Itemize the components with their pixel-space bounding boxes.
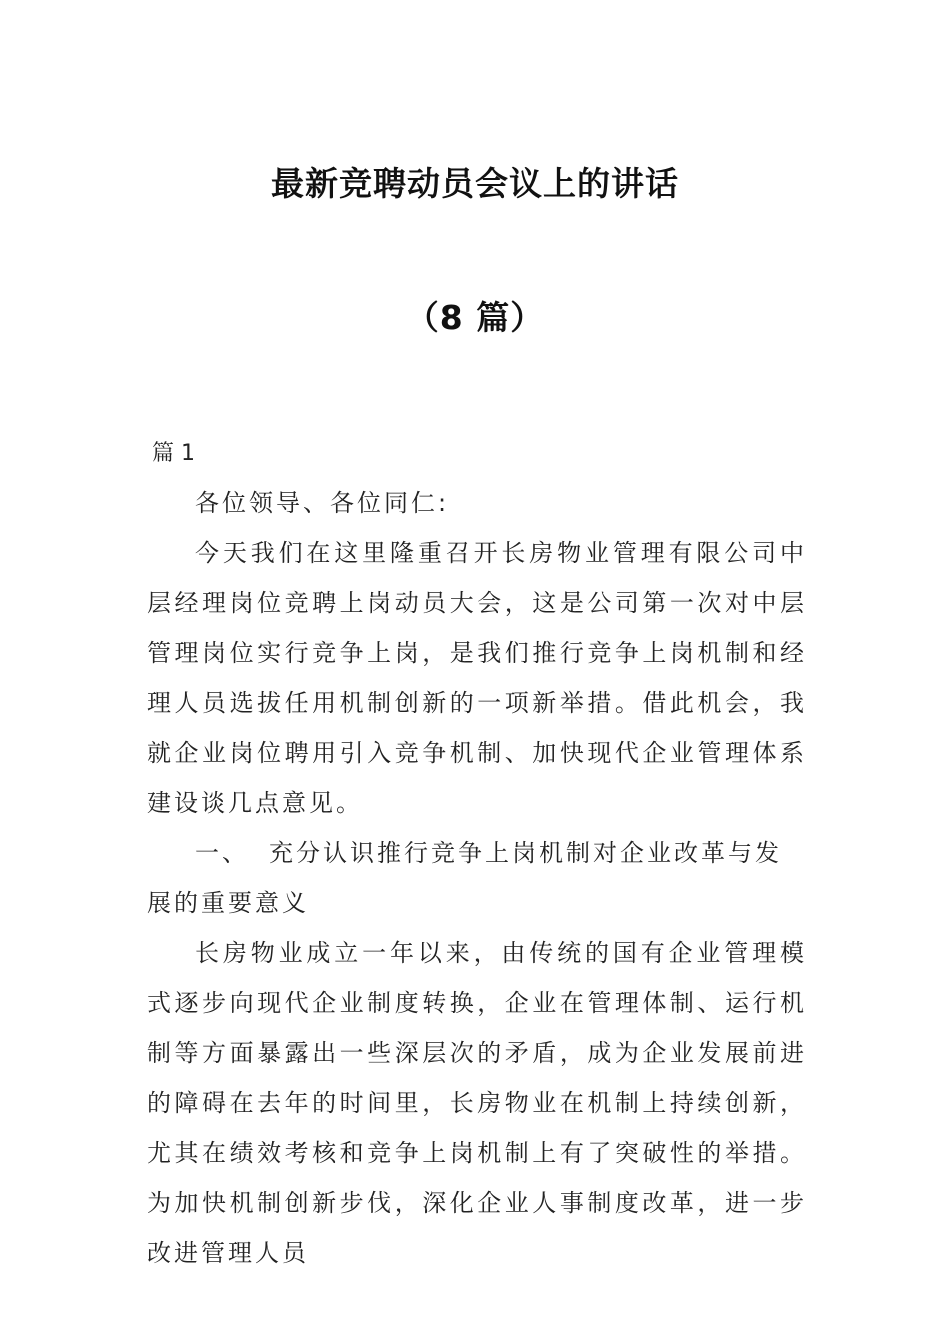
section-heading <box>147 828 807 928</box>
paragraph: 今天我们在这里隆重召开长房物业管理有限公司中层经理岗位竞聘上岗动员大会，这是公司第一次对中层管理岗位实行竞争上岗，是我们推行竞争上岗机制和经理人员选拔任用机制创新的一项新举措。借此机会，我就企业岗位聘用引入竞争机制、加快现代企业管理体系建设谈几点意见。 <box>147 539 807 817</box>
document-subtitle: （8 篇） <box>405 298 545 337</box>
section-label: 篇 1 <box>152 441 195 466</box>
document-title: 最新竞聘动员会议上的讲话 <box>271 164 679 203</box>
document-body <box>147 478 807 1278</box>
greeting: 各位领导、各位同仁: <box>195 489 450 517</box>
section-heading-number: 一、 <box>195 839 249 867</box>
paragraph: 长房物业成立一年以来，由传统的国有企业管理模式逐步向现代企业制度转换，企业在管理体制、运行机制等方面暴露出一些深层次的矛盾，成为企业发展前进的障碍在去年的时间里，长房物业在机制上持续创新，尤其在绩效考核和竞争上岗机制上有了突破性的举措。为加快机制创新步伐，深化企业人事制度改革，进一步改进管理人员 <box>147 939 807 1267</box>
section-heading-text: 充分认识推行竞争上岗机制对企业改革与发展的重要意义 <box>147 839 782 917</box>
